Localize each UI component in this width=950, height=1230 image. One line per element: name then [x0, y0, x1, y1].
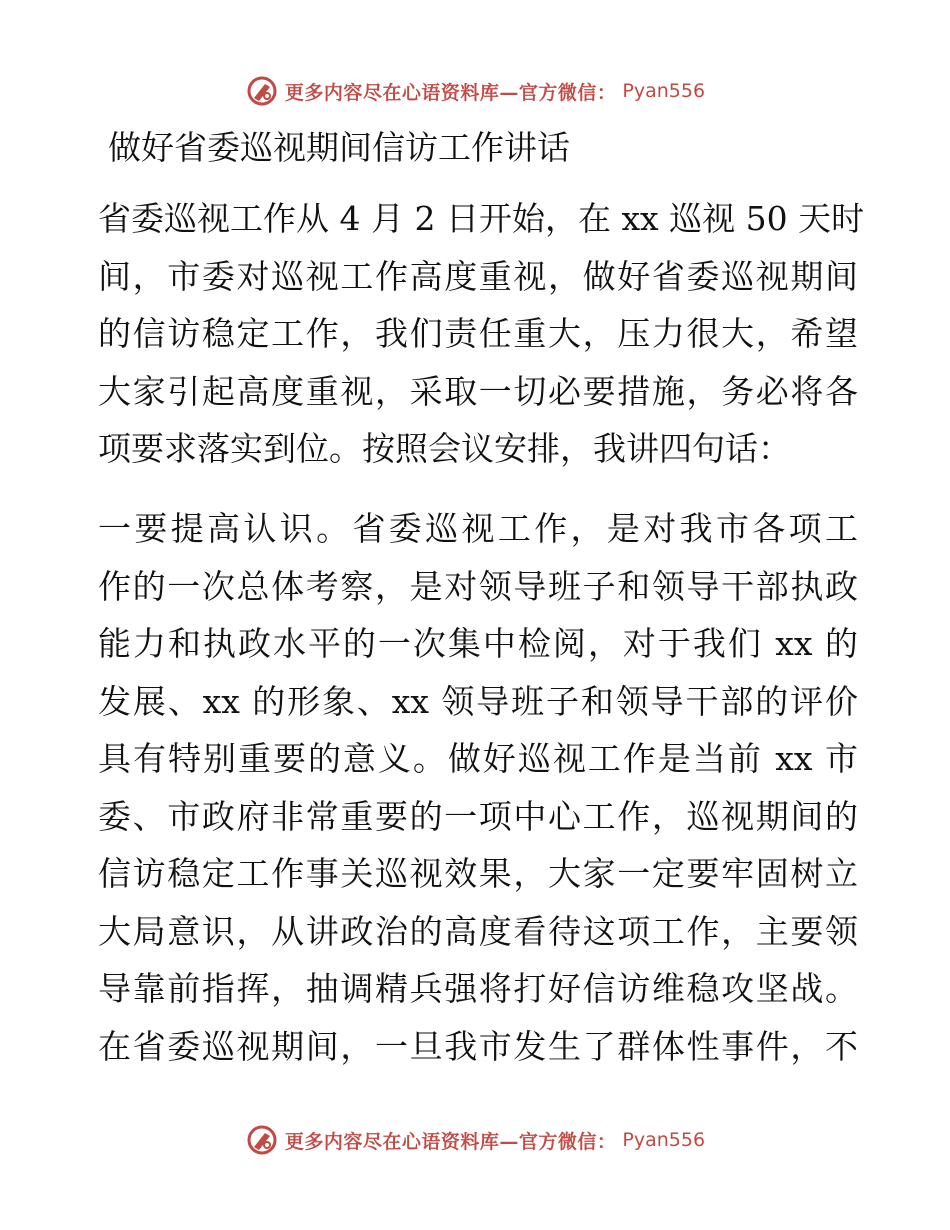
brand-logo-icon [245, 74, 279, 108]
paragraph-line: 发展、xx 的形象、xx 领导班子和领导干部的评价 [98, 681, 858, 721]
brand-logo-icon [245, 1123, 279, 1157]
paragraph-line: 导靠前指挥，抽调精兵强将打好信访维稳攻坚战。 [98, 969, 858, 1008]
paragraph-point-one [98, 500, 858, 1075]
paragraph-line: 能力和执政水平的一次集中检阅，对于我们 xx 的 [98, 624, 858, 663]
footer-banner-text: 更多内容尽在心语资料库—官方微信： [284, 1130, 617, 1153]
document-title: 做好省委巡视期间信访工作讲话 [108, 128, 570, 167]
header-banner [0, 71, 950, 111]
paragraph-line: 作的一次总体考察，是对领导班子和领导干部执政 [98, 566, 858, 606]
paragraph-line: 大家引起高度重视，采取一切必要措施，务必将各 [98, 371, 858, 411]
paragraph-line: 在省委巡视期间，一旦我市发生了群体性事件，不 [98, 1026, 858, 1066]
paragraph-line: 具有特别重要的意义。做好巡视工作是当前 xx 市 [98, 739, 858, 778]
paragraph-line: 项要求落实到位。按照会议安排，我讲四句话： [98, 429, 791, 468]
footer-banner [0, 1120, 950, 1160]
paragraph-line: 一要提高认识。省委巡视工作，是对我市各项工 [98, 509, 858, 548]
footer-banner-contact: Pyan556 [622, 1129, 706, 1151]
paragraph-line: 省委巡视工作从 4 月 2 日开始，在 xx 巡视 50 天时 [98, 199, 865, 238]
header-banner-contact: Pyan556 [622, 80, 706, 102]
header-banner-text: 更多内容尽在心语资料库—官方微信： [284, 81, 617, 104]
paragraph-line: 间，市委对巡视工作高度重视，做好省委巡视期间 [98, 256, 858, 296]
paragraph-line: 的信访稳定工作，我们责任重大，压力很大，希望 [98, 314, 858, 353]
paragraph-intro [98, 190, 865, 478]
paragraph-line: 大局意识，从讲政治的高度看待这项工作，主要领 [98, 911, 858, 951]
paragraph-line: 委、市政府非常重要的一项中心工作，巡视期间的 [98, 796, 858, 836]
paragraph-line: 信访稳定工作事关巡视效果，大家一定要牢固树立 [98, 854, 858, 893]
